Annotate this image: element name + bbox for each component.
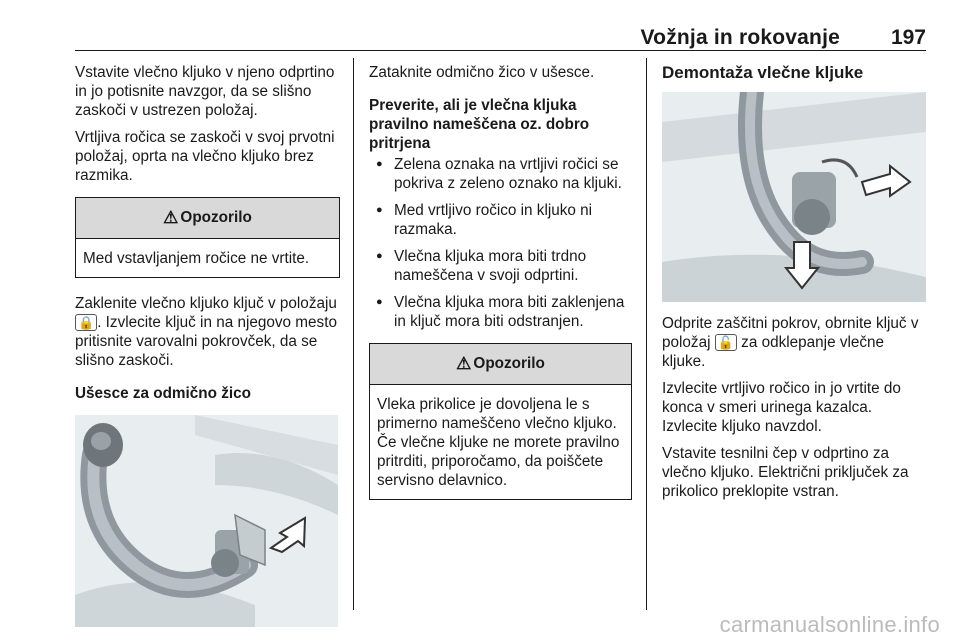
paragraph-text: Odprite zaščitni pokrov, obrnite ključ v položaj — [662, 315, 919, 351]
towbar-eyelet-illustration — [75, 415, 338, 627]
warning-header — [76, 198, 339, 239]
warning-box — [369, 343, 632, 500]
paragraph-text: Zaklenite vlečno kljuko ključ v položaju — [75, 295, 337, 312]
header-rule — [75, 50, 926, 51]
warning-title: Opozorilo — [180, 209, 252, 226]
list-item: ● Vlečna kljuka mora biti trdno nameščena v svoji odprtini. — [369, 247, 632, 285]
column-right — [662, 63, 926, 509]
checklist — [369, 155, 632, 331]
paragraph: Izvlecite vrtljivo ročico in jo vrtite do konca v smeri urinega kazalca. Izvlecite kljuko navzdol. — [662, 380, 901, 435]
warning-header — [370, 344, 631, 385]
unlock-icon: 🔓 — [715, 334, 737, 351]
paragraph-text: za odklepanje vlečne kljuke. — [662, 334, 885, 370]
towbar-removal-illustration — [662, 92, 926, 302]
paragraph: Vstavite tesnilni čep v odprtino za vlečno kljuko. Električni priključek za prikolico preklopite vstran. — [662, 445, 909, 500]
column-left — [75, 63, 340, 627]
section-title: Vožnja in rokovanje — [640, 26, 840, 49]
warning-title: Opozorilo — [473, 355, 545, 372]
paragraph — [75, 294, 340, 370]
paragraph-text: . Izvlecite ključ in na njegovo mesto pritisnite varovalni pokrovček, da se slišno zaskoči. — [75, 314, 337, 369]
column-middle — [369, 63, 632, 516]
warning-text: Vleka prikolice je dovoljena le s primerno nameščeno vlečno kljuko. Če vlečne kljuke ne morete pravilno pritrditi, priporočamo, da poiščete servisno delavnico. — [377, 396, 620, 489]
paragraph: Vrtljiva ročica se zaskoči v svoj prvotni položaj, oprta na vlečno kljuko brez razmika. — [75, 129, 335, 184]
paragraph — [662, 314, 926, 371]
column-divider — [646, 58, 647, 610]
list-item: ● Vlečna kljuka mora biti zaklenjena in ključ mora biti odstranjen. — [369, 293, 632, 331]
page-number: 197 — [890, 26, 926, 49]
warning-icon: ⚠ — [163, 208, 179, 227]
list-item: ● Med vrtljivo ročico in kljuko ni razmaka. — [369, 201, 632, 239]
list-item: ● Zelena oznaka na vrtljivi ročici se pokriva z zeleno oznako na kljuki. — [369, 155, 632, 193]
section-heading: Ušesce za odmično žico — [75, 385, 251, 402]
paragraph: Zataknite odmično žico v ušesce. — [369, 64, 595, 81]
watermark: carmanualsonline.info — [719, 612, 940, 637]
paragraph: Vstavite vlečno kljuko v njeno odprtino in jo potisnite navzgor, da se slišno zaskoči v ustrezen položaj. — [75, 64, 335, 119]
column-divider — [353, 58, 354, 610]
lock-icon: 🔒 — [75, 314, 97, 331]
subheading: Preverite, ali je vlečna kljuka pravilno nameščena oz. dobro pritrjena — [369, 97, 590, 152]
section-heading: Demontaža vlečne kljuke — [662, 63, 864, 82]
warning-box — [75, 197, 340, 278]
warning-icon: ⚠ — [456, 354, 472, 373]
warning-text: Med vstavljanjem ročice ne vrtite. — [83, 250, 310, 267]
